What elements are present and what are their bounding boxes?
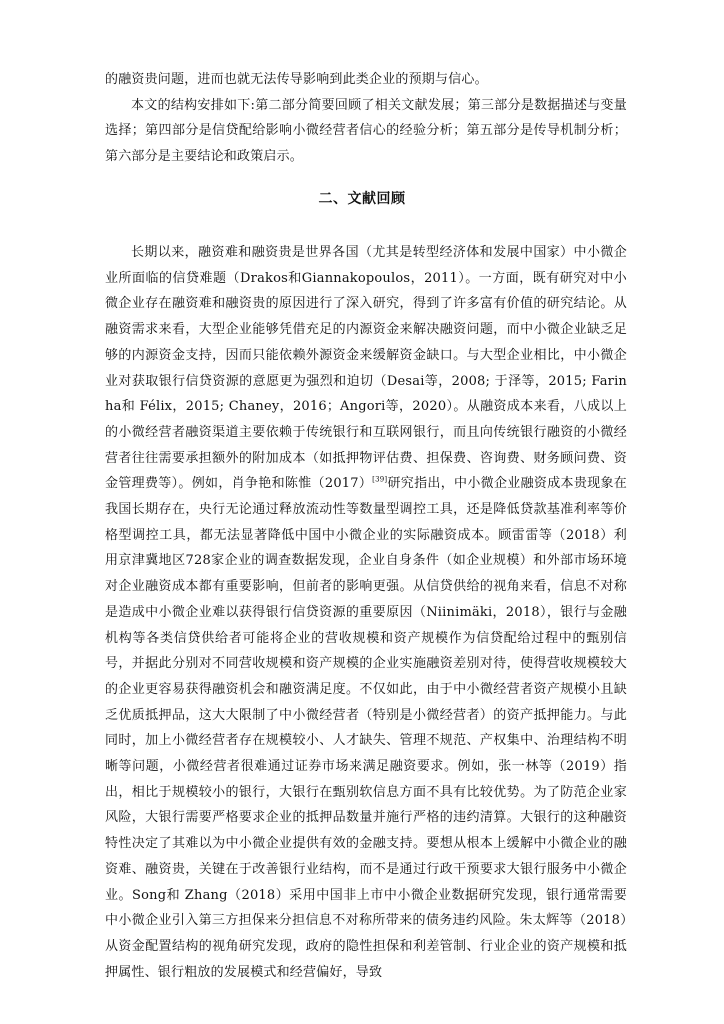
paragraph-continuation: 的融资贵问题，进而也就无法传导影响到此类企业的预期与信心。 — [105, 72, 488, 87]
paragraph-text-part-b: 研究指出，中小微企业融资成本贵现象在我国长期存在，央行无论通过释放流动性等数量型调控工具，还是降低贷款基准利率等价格型调控工具，都无法显著降低中国中小微企业的实际融资成本。顾雷雷等（2018）利用京津冀地区728家企业的调查数据发现，企业自身条件（如企业规模）和外部市场环境对企业融资成本都有重要影响，但前者的影响更强。从信贷供给的视角来看，信息不对称是造成中小微企业难以获得银行信贷资源的重要原因（Niinimäki，2018），银行与金融机构等各类信贷供给者可能将企业的营收规模和资产规模作为信贷配给过程中的甄别信号，并据此分别对不同营收规模和资产规模的企业实施融资差别对待，使得营收规模较大的企业更容易获得融资机会和融资满足度。不仅如此，由于中小微经营者资产规模小且缺乏优质抵押品，这大大限制了中小微经营者（特别是小微经营者）的资产抵押能力。与此同时，加上小微经营者存在规模较小、人才缺失、管理不规范、产权集中、治理结构不明晰等问题，小微经营者很难通过证券市场来满足融资要求。例如，张一林等（2019）指出，相比于规模较小的银行，大银行在甄别软信息方面不具有比较优势。为了防范企业家风险，大银行需要严格要求企业的抵押品数量并施行严格的违约清算。大银行的这种融资特性决定了其难以为中小微企业提供有效的金融支持。要想从根本上缓解中小微企业的融资难、融资贵，关键在于改善银行业结构，而不是通过行政干预要求大银行服务中小微企业。Song和 Zhang（2018）采用中国非上市中小微企业数据研究发现，银行通常需要中小微企业引入第三方担保来分担信息不对称所带来的债务违约风险。朱太辉等（2018）从资金配置结构的视角研究发现，政府的隐性担保和利差管制、行业企业的资产规模和抵押属性、银行粗放的发展模式和经营偏好，导致 — [105, 476, 628, 980]
citation-reference: [39] — [372, 476, 388, 484]
section-heading: 二、文献回顾 — [318, 191, 406, 207]
paragraph-text-part-a: 长期以来，融资难和融资贵是世界各国（尤其是转型经济体和发展中国家）中小微企业所面临的信贷难题（Drakos和Giannakopoulos，2011）。一方面，既有研究对中小微企业存在融资难和融资贵的原因进行了深入研究，得到了许多富有价值的研究结论。从融资需求来看，大型企业能够凭借充足的内源资金来解决融资问题，而中小微企业缺乏足够的内源资金支持，因而只能依赖外源资金来缓解资金缺口。与大型企业相比，中小微企业对获取银行信贷资源的意愿更为强烈和迫切（Desai等，2008; 于泽等，2015; Farinha和 Félix，2015; Chaney，2016；Angori等，2020）。从融资成本来看，八成以上的小微经营者融资渠道主要依赖于传统银行和互联网银行，而且向传统银行融资的小微经营者往往需要承担额外的附加成本（如抵押物评估费、担保费、咨询费、财务顾问费、资金管理费等）。例如，肖争艳和陈惟（2017） — [105, 245, 627, 492]
paragraph-structure: 本文的结构安排如下:第二部分简要回顾了相关文献发展；第三部分是数据描述与变量选择；第四部分是信贷配给影响小微经营者信心的经验分析；第五部分是传导机制分析；第六部分是主要结论和政策启示。 — [105, 97, 627, 165]
paragraph-literature-review — [105, 240, 627, 985]
